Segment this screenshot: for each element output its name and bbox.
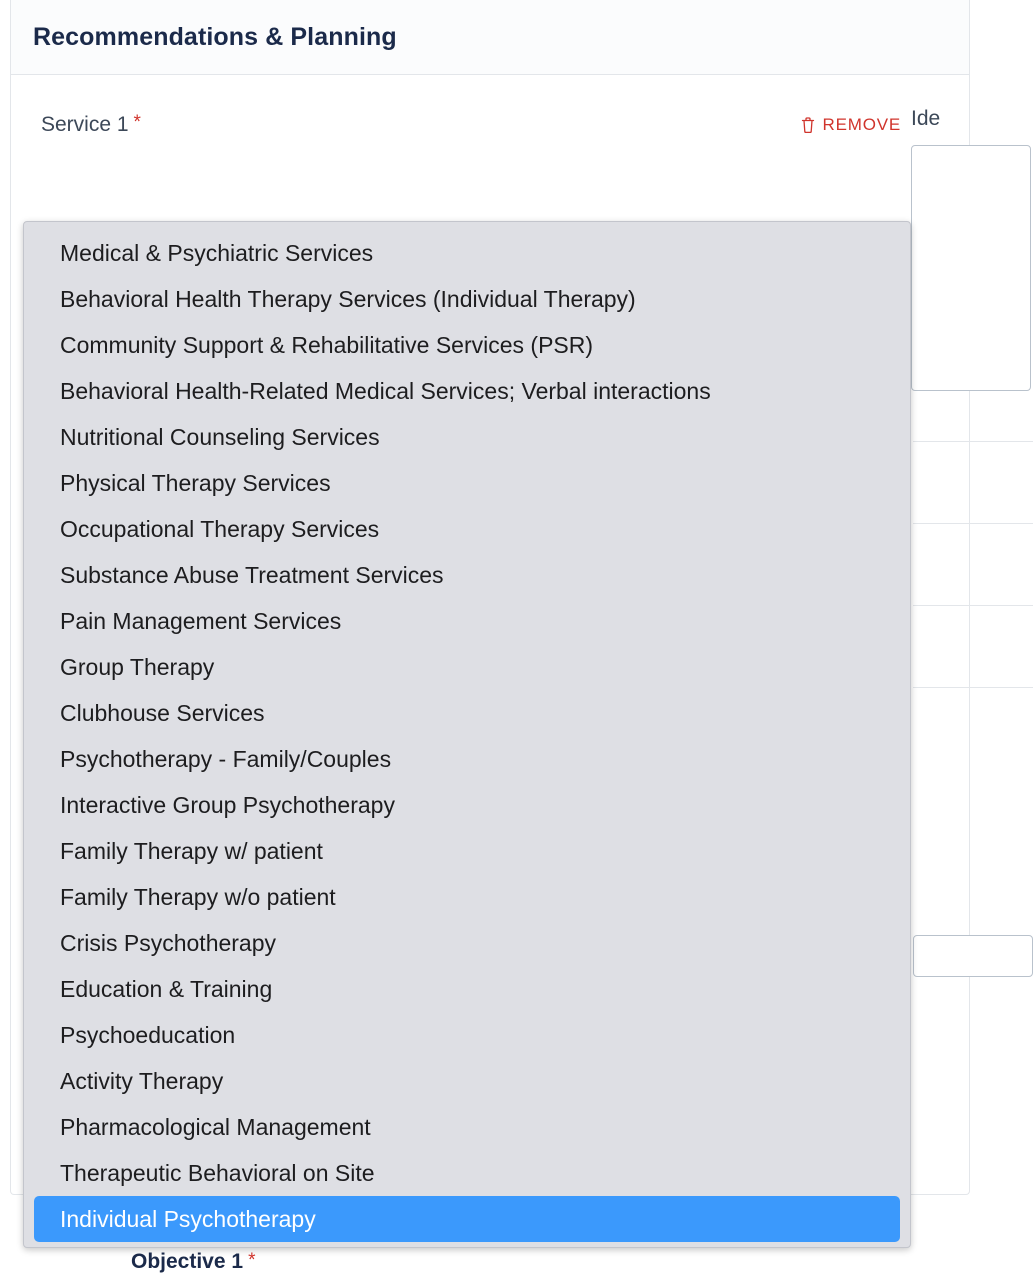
- service-label: Service 1: [41, 113, 129, 136]
- card-header: [11, 0, 969, 75]
- required-marker: *: [248, 1250, 256, 1271]
- identified-need-textarea[interactable]: [911, 145, 1031, 391]
- list-item[interactable]: Psychotherapy - Family/Couples: [60, 746, 392, 772]
- secondary-field[interactable]: [913, 935, 1033, 977]
- page-title: Recommendations & Planning: [33, 22, 397, 51]
- row-divider: [913, 687, 1033, 688]
- list-item[interactable]: Family Therapy w/ patient: [60, 838, 323, 864]
- list-item[interactable]: Occupational Therapy Services: [60, 516, 380, 542]
- list-item[interactable]: Community Support & Rehabilitative Services (PSR): [60, 332, 594, 358]
- list-item[interactable]: Crisis Psychotherapy: [60, 930, 277, 956]
- recommendations-planning-card: [10, 0, 970, 1273]
- trash-icon: [800, 116, 816, 134]
- service-header-row: [41, 113, 901, 137]
- list-item[interactable]: Therapeutic Behavioral on Site: [60, 1160, 375, 1186]
- list-item[interactable]: Family Therapy w/o patient: [60, 884, 336, 910]
- identified-need-label: Ide: [911, 107, 941, 130]
- list-item[interactable]: Education & Training: [60, 976, 273, 1002]
- remove-service-label: REMOVE: [822, 115, 901, 134]
- list-item[interactable]: Pharmacological Management: [60, 1114, 371, 1140]
- list-item[interactable]: Psychoeducation: [60, 1022, 236, 1048]
- service-dropdown-listbox[interactable]: [23, 221, 911, 1248]
- list-item[interactable]: Behavioral Health-Related Medical Services; Verbal interactions: [60, 378, 711, 404]
- row-divider: [913, 605, 1033, 606]
- list-item[interactable]: Interactive Group Psychotherapy: [60, 792, 395, 818]
- list-item-selected[interactable]: Individual Psychotherapy: [34, 1196, 900, 1242]
- remove-service-button[interactable]: [800, 115, 901, 135]
- required-marker: *: [133, 112, 141, 133]
- list-item[interactable]: Nutritional Counseling Services: [60, 424, 380, 450]
- list-item[interactable]: Physical Therapy Services: [60, 470, 331, 496]
- list-item[interactable]: Clubhouse Services: [60, 700, 265, 726]
- card-body: [11, 75, 969, 1273]
- objective-label-text: Objective 1: [131, 1250, 244, 1273]
- list-item[interactable]: Activity Therapy: [60, 1068, 224, 1094]
- list-item[interactable]: Group Therapy: [60, 654, 215, 680]
- row-divider: [913, 441, 1033, 442]
- row-divider: [913, 523, 1033, 524]
- list-item[interactable]: Substance Abuse Treatment Services: [60, 562, 444, 588]
- list-item[interactable]: Behavioral Health Therapy Services (Individual Therapy): [60, 286, 636, 312]
- list-item[interactable]: Medical & Psychiatric Services: [60, 240, 374, 266]
- list-item[interactable]: Pain Management Services: [60, 608, 342, 634]
- objective-label: [131, 1250, 255, 1274]
- identified-need-column: [911, 107, 1031, 391]
